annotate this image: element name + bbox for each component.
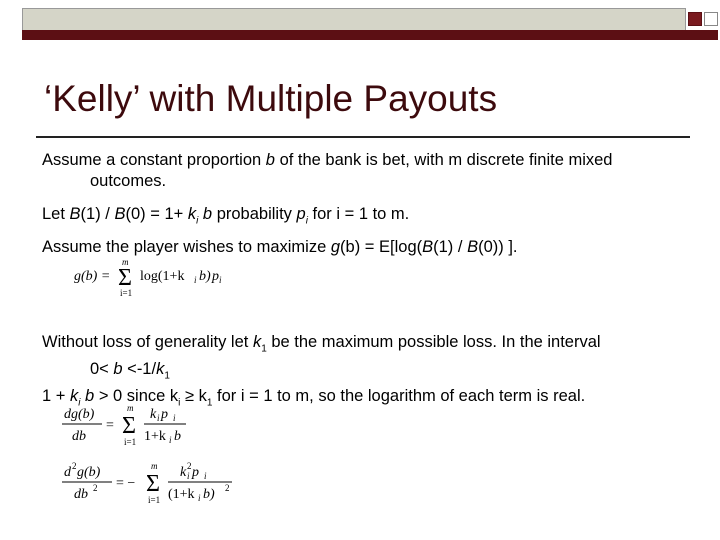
text: (b) = E[log( [340, 238, 423, 256]
text: <-1/ [122, 360, 157, 379]
text: for i = 1 to m. [307, 205, 410, 223]
eq2-frac-den: 1+k [144, 429, 166, 444]
text: (1) / [433, 238, 468, 256]
text: > 0 since k [94, 387, 179, 405]
text: (1) / [80, 205, 115, 223]
text: outcomes. [90, 172, 167, 190]
paragraph-ratio [42, 204, 409, 231]
eq2-sum-top: m [127, 403, 134, 413]
var-b: b [113, 360, 123, 379]
eq2-frac-num-p: p [161, 407, 168, 422]
text: probability [212, 205, 297, 223]
text: Assume a constant proportion [42, 151, 266, 169]
eq3-frac-den-sup: 2 [225, 483, 230, 493]
text: 1 + [42, 387, 70, 405]
eq2-frac-den-b: b [174, 429, 181, 444]
title-divider [36, 136, 690, 138]
eq3-frac-num: k [180, 465, 187, 480]
eq2-eq: = [106, 418, 114, 433]
slide-title: ‘Kelly’ with Multiple Payouts [44, 78, 498, 119]
sub-1: 1 [206, 397, 213, 409]
corner-square-filled [688, 12, 702, 26]
eq2-num: dg(b) [64, 407, 95, 422]
eq3-frac-den-i: i [198, 493, 201, 503]
corner-square-empty [704, 12, 718, 26]
eq1-lhs: g(b) = [74, 269, 111, 284]
text: (0) = 1+ [125, 205, 188, 223]
eq3-frac-den: (1+k [168, 487, 195, 502]
eq3-den: db [74, 487, 88, 502]
text: of the bank is bet, with m discrete finite mixed [274, 151, 613, 169]
eq1-p-sub: i [219, 275, 222, 285]
sub-i: i [178, 397, 181, 409]
paragraph-assumption [42, 150, 612, 192]
eq3-frac-num-i: i [187, 471, 190, 481]
equation-second-derivative [62, 458, 242, 508]
paragraph-generality [42, 332, 601, 387]
sub-1: 1 [164, 370, 170, 382]
var-p: p [296, 205, 306, 223]
eq3-sum-bot: i=1 [148, 495, 161, 505]
eq3-num-sup: 2 [72, 461, 77, 471]
eq2-sum-bot: i=1 [124, 437, 137, 447]
header-band [22, 8, 686, 32]
eq1-sum-bot: i=1 [120, 288, 133, 298]
sub-1: 1 [261, 343, 267, 355]
text: ≥ k [180, 387, 207, 405]
eq2-frac-num-pi: i [173, 413, 176, 423]
eq1-term: log(1+k [140, 269, 185, 284]
eq3-eq: = − [116, 476, 136, 491]
sub-i: i [305, 215, 308, 227]
sigma-icon: Σ [118, 265, 132, 291]
eq3-num: d [64, 465, 71, 480]
eq2-den: db [72, 429, 86, 444]
var-B: B [467, 238, 479, 256]
text: Assume the player wishes to maximize [42, 238, 331, 256]
eq2-frac-num-i: i [157, 413, 160, 423]
eq3-sum-top: m [151, 461, 158, 471]
eq3-den-sup: 2 [93, 483, 98, 493]
text: (0)) ]. [478, 238, 518, 256]
text: Without loss of generality let [42, 333, 253, 351]
var-k: k [156, 360, 165, 379]
sub-i: i [78, 397, 81, 409]
sigma-icon: Σ [146, 471, 160, 497]
eq1-b: b) [199, 269, 211, 284]
var-b: b [265, 151, 275, 169]
paragraph-maximize [42, 237, 518, 258]
eq2-frac-den-i: i [169, 435, 172, 445]
sub-i: i [196, 215, 199, 227]
var-B: B [114, 205, 126, 223]
text: for i = 1 to m, so the logarithm of each term is real. [212, 387, 586, 405]
equation-g-of-b [74, 258, 234, 298]
var-b: b [198, 205, 213, 223]
eq1-p: p [212, 269, 219, 284]
var-k: k [69, 387, 79, 405]
var-k: k [252, 333, 262, 351]
var-B: B [69, 205, 81, 223]
eq3-frac-num-sup: 2 [187, 461, 192, 471]
text: Let [42, 205, 70, 223]
eq1-sub: i [194, 275, 197, 285]
var-B: B [422, 238, 434, 256]
eq2-frac-num: k [150, 407, 157, 422]
equation-first-derivative [62, 400, 222, 450]
eq3-frac-num-pi: i [204, 471, 207, 481]
eq3-frac-den-b: b) [203, 487, 215, 502]
text: be the maximum possible loss. In the interval [266, 333, 601, 351]
eq3-frac-num-p: p [192, 465, 199, 480]
eq3-num-g: g(b) [77, 465, 101, 480]
text: 0< [90, 360, 114, 379]
sigma-icon: Σ [122, 413, 136, 439]
var-k: k [187, 205, 197, 223]
var-g: g [330, 238, 341, 256]
header-stripe [22, 30, 718, 40]
eq1-sum-top: m [122, 257, 129, 267]
var-b: b [80, 387, 95, 405]
